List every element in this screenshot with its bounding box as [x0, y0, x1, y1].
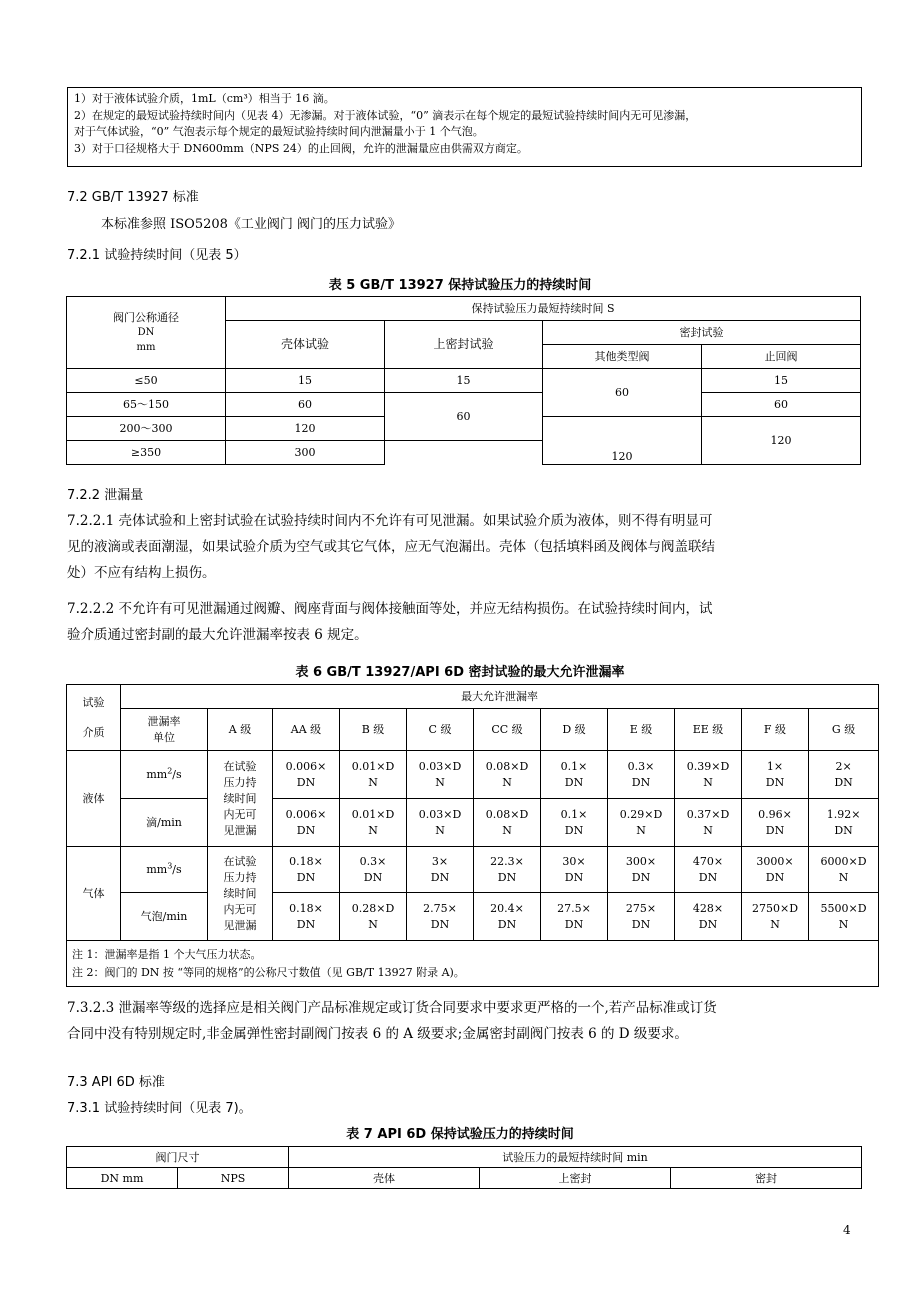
table6-cell [340, 799, 407, 847]
cell-line: N [838, 870, 849, 884]
table5-cell: ≤50 [67, 369, 226, 393]
cell-line: DN [497, 917, 517, 931]
cell-line: 0.01×D [351, 807, 395, 821]
paragraph-7-2-2-2 [67, 596, 862, 648]
table6-cell [340, 847, 407, 893]
table5-cell: 300 [226, 441, 385, 465]
table6-cell [340, 751, 407, 799]
table7-top-header: 上密封 [480, 1168, 671, 1189]
cell-line: DN [564, 823, 584, 837]
cell-line: 0.29×D [619, 807, 663, 821]
table7-caption: 表 7 API 6D 保持试验压力的持续时间 [346, 1127, 574, 1142]
cell-line: 275× [625, 901, 657, 915]
table6-cell [675, 751, 742, 799]
cell-line: DN [296, 775, 316, 789]
paragraph-7-2-2-1 [67, 508, 862, 586]
table5-cell: 15 [226, 369, 385, 393]
cell-line: DN [834, 823, 853, 837]
a-grade-text: 见泄漏 [223, 918, 257, 932]
cell-line: 0.01×D [351, 759, 395, 773]
cell-line: DN [765, 823, 785, 837]
table6-cell [608, 847, 675, 893]
table6-cell [742, 799, 809, 847]
grade-header: C 级 [407, 709, 474, 751]
paragraph-line: 合同中没有特别规定时,非金属弹性密封副阀门按表 6 的 A 级要求;金属密封副阀门按表 6 的 D 级要求。 [67, 1026, 688, 1042]
cell-line: 6000×D [820, 854, 867, 868]
table5 [66, 296, 861, 465]
paragraph-line: 7.2.2.1 壳体试验和上密封试验在试验持续时间内不允许有可见泄漏。如果试验介质为液体，则不得有明显可 [67, 513, 713, 529]
cell-line: 0.18× [289, 901, 323, 915]
table5-cell: 15 [385, 369, 543, 393]
table6-cell [742, 893, 809, 941]
cell-line: 20.4× [490, 901, 524, 915]
a-grade-text: 内无可 [223, 902, 257, 916]
a-grade-text: 见泄漏 [223, 823, 257, 837]
table5-seal-header: 密封试验 [543, 321, 861, 345]
table6-max-header: 最大允许泄漏率 [121, 685, 879, 709]
grade-header: A 级 [208, 709, 273, 751]
cell-line: 0.006× [285, 759, 327, 773]
cell-line: DN [631, 870, 651, 884]
cell-line: N [703, 823, 713, 837]
cell-line: DN [564, 917, 584, 931]
table7-nps-header: NPS [178, 1168, 289, 1189]
cell-line: 0.006× [285, 807, 327, 821]
grade-header: CC 级 [474, 709, 541, 751]
table-note: 注 1：泄漏率是指 1 个大气压力状态。 [72, 947, 262, 961]
cell-line: DN [631, 917, 651, 931]
table7-dn-header: DN mm [67, 1168, 178, 1189]
footnote-line: 2）在规定的最短试验持续时间内（见表 4）无渗漏。对于液体试验，“0” 滴表示在每个规定的最短试验持续时间内无可见渗漏， [74, 108, 697, 122]
grade-header: G 级 [809, 709, 879, 751]
cell-line: 1.92× [826, 807, 861, 821]
cell-line: DN [296, 917, 316, 931]
table5-cell: 60 [543, 369, 702, 417]
cell-line: 0.03×D [418, 807, 462, 821]
table6-cell [273, 799, 340, 847]
paragraph-line: 7.2.2.2 不允许有可见泄漏通过阀瓣、阀座背面与阀体接触面等处，并应无结构损伤。在试验持续时间内，试 [67, 601, 713, 617]
table6-cell [273, 893, 340, 941]
cell-line: 0.96× [758, 807, 792, 821]
table6-cell [474, 847, 541, 893]
paragraph-line: 7.3.2.3 泄漏率等级的选择应是相关阀门产品标准规定或订货合同要求中要求更严格的一个,若产品标准或订货 [67, 1000, 717, 1016]
cell-line: DN [564, 775, 584, 789]
cell-line: 22.3× [490, 854, 524, 868]
header-text: 泄漏率 [147, 714, 181, 728]
cell-line: N [368, 823, 378, 837]
cell-line: 2× [835, 759, 852, 773]
cell-line: DN [296, 870, 316, 884]
header-text: 单位 [153, 730, 175, 744]
cell-line: 0.1× [560, 759, 588, 773]
cell-line: DN [497, 870, 517, 884]
section-text-7-2: 本标准参照 ISO5208《工业阀门 阀门的压力试验》 [101, 217, 402, 232]
table5-cell: 65～150 [67, 393, 226, 417]
cell-line: 30× [562, 854, 586, 868]
table5-dn-header [67, 297, 226, 369]
table5-other-header: 其他类型阀 [543, 345, 702, 369]
table6-unit: 气泡/min [121, 893, 208, 941]
paragraph-line: 处）不应有结构上损伤。 [67, 565, 216, 581]
cell-line: N [435, 823, 445, 837]
grade-header: E 级 [608, 709, 675, 751]
table6-cell [675, 847, 742, 893]
a-grade-text: 续时间 [223, 886, 257, 900]
table6-cell [608, 893, 675, 941]
a-grade-text: 压力持 [223, 775, 257, 789]
table6-medium-header [67, 685, 121, 751]
table6-unit-header [121, 709, 208, 751]
table5-cell: 60 [226, 393, 385, 417]
section-heading-7-2-2: 7.2.2 泄漏量 [67, 488, 144, 503]
cell-line: DN [363, 870, 383, 884]
table6-cell [541, 847, 608, 893]
table5-cell: 120 [226, 417, 385, 441]
cell-line: 0.08×D [485, 759, 529, 773]
table6-liquid-label: 液体 [67, 751, 121, 847]
table5-caption: 表 5 GB/T 13927 保持试验压力的持续时间 [328, 278, 592, 293]
cell-line: N [368, 917, 378, 931]
cell-line: 428× [692, 901, 724, 915]
table6-cell [273, 751, 340, 799]
paragraph-7-3-2-3 [67, 995, 879, 1047]
a-grade-text: 压力持 [223, 870, 257, 884]
a-grade-text: 续时间 [223, 791, 257, 805]
table6-cell [541, 751, 608, 799]
cell-line: 0.3× [359, 854, 387, 868]
cell-line: N [770, 917, 780, 931]
footnote-line: 对于气体试验，“0” 气泡表示每个规定的最短试验持续时间内泄漏量小于 1 个气泡。 [74, 125, 484, 138]
table5-cell: 120 [702, 417, 861, 465]
cell-line: 0.28×D [351, 901, 395, 915]
table5-shell-header: 壳体试验 [226, 321, 385, 369]
cell-line: 1× [766, 759, 784, 773]
table5-top-header: 上密封试验 [385, 321, 543, 369]
cell-line: DN [430, 870, 450, 884]
cell-line: N [636, 823, 646, 837]
table6-cell [675, 893, 742, 941]
section-heading-7-3: 7.3 API 6D 标准 [67, 1075, 165, 1090]
table6-cell [608, 799, 675, 847]
table6-cell [809, 751, 879, 799]
header-text: 阀门公称通径 [113, 311, 179, 324]
footnote-line: 1）对于液体试验介质，1mL（cm³）相当于 16 滴。 [74, 92, 335, 105]
section-heading-7-2: 7.2 GB/T 13927 标准 [67, 190, 199, 205]
table6-cell [340, 893, 407, 941]
table6-gas-label: 气体 [67, 847, 121, 941]
paragraph-line: 见的液滴或表面潮湿，如果试验介质为空气或其它气体，应无气泡漏出。壳体（包括填料函及阀体与阀盖联结 [67, 539, 715, 555]
cell-line: 27.5× [557, 901, 591, 915]
cell-line: 0.03×D [418, 759, 462, 773]
cell-line: DN [834, 775, 853, 789]
table6-cell [407, 799, 474, 847]
cell-line: N [703, 775, 713, 789]
table6 [66, 684, 879, 987]
header-text: DN [137, 327, 155, 338]
grade-header: F 级 [742, 709, 809, 751]
cell-line: DN [698, 870, 718, 884]
cell-line: DN [296, 823, 316, 837]
table6-cell [809, 799, 879, 847]
header-text: 试验 [82, 695, 105, 709]
table6-cell [407, 751, 474, 799]
table7-seal-header: 密封 [671, 1168, 862, 1189]
table6-cell [742, 751, 809, 799]
table6-cell [407, 893, 474, 941]
table6-cell [809, 893, 879, 941]
a-grade-text: 在试验 [223, 854, 257, 868]
table6-unit: 滴/min [121, 799, 208, 847]
table7-shell-header: 壳体 [289, 1168, 480, 1189]
table7-size-header: 阀门尺寸 [67, 1147, 289, 1168]
grade-header: D 级 [541, 709, 608, 751]
paragraph-line: 验介质通过密封副的最大允许泄漏率按表 6 规定。 [67, 627, 368, 643]
table6-unit: $mm^2/s$ [121, 751, 208, 799]
cell-line: 2.75× [423, 901, 457, 915]
section-heading-7-3-1: 7.3.1 试验持续时间（见表 7)。 [67, 1101, 252, 1116]
table5-cell: 60 [385, 393, 543, 441]
table5-cell: 120 [543, 417, 702, 465]
table6-caption: 表 6 GB/T 13927/API 6D 密封试验的最大允许泄漏率 [295, 665, 625, 680]
table6-cell [742, 847, 809, 893]
footnote-line: 3）对于口径规格大于 DN600mm（NPS 24）的止回阀，允许的泄漏量应由供需双方商定。 [74, 141, 528, 155]
cell-line: N [368, 775, 378, 789]
page-number: 4 [843, 1223, 851, 1237]
cell-line: 0.3× [627, 759, 655, 773]
table6-cell [474, 893, 541, 941]
cell-line: 3000× [756, 854, 794, 868]
grade-header: AA 级 [273, 709, 340, 751]
cell-line: DN [698, 917, 718, 931]
a-grade-text: 内无可 [223, 807, 257, 821]
cell-line: 3× [431, 854, 449, 868]
table5-cell: 200～300 [67, 417, 226, 441]
table7 [66, 1146, 862, 1189]
table6-cell [407, 847, 474, 893]
table5-check-header: 止回阀 [702, 345, 861, 369]
cell-line: 2750×D [751, 901, 799, 915]
cell-line: 5500×D [820, 901, 867, 915]
cell-line: 0.08×D [485, 807, 529, 821]
cell-line: DN [765, 870, 785, 884]
cell-line: N [502, 823, 512, 837]
cell-line: 0.1× [560, 807, 588, 821]
cell-line: DN [430, 917, 450, 931]
table6-cell [474, 751, 541, 799]
cell-line: 300× [625, 854, 657, 868]
cell-line: N [435, 775, 445, 789]
footnote-box [67, 87, 862, 167]
table7-time-header: 试验压力的最短持续时间 min [289, 1147, 862, 1168]
table6-cell [541, 893, 608, 941]
table6-cell [809, 847, 879, 893]
cell-line: DN [631, 775, 651, 789]
cell-line: 0.37×D [686, 807, 730, 821]
cell-line: 470× [692, 854, 724, 868]
table6-unit: $mm^3/s$ [121, 847, 208, 893]
table5-cell: ≥350 [67, 441, 226, 465]
table6-cell [273, 847, 340, 893]
table6-a-grade-liquid [208, 751, 273, 847]
table5-cell: 60 [702, 393, 861, 417]
header-text: mm [136, 342, 156, 353]
table6-cell [608, 751, 675, 799]
grade-header: B 级 [340, 709, 407, 751]
table6-notes [67, 941, 879, 987]
a-grade-text: 在试验 [223, 759, 257, 773]
grade-header: EE 级 [675, 709, 742, 751]
table6-cell [474, 799, 541, 847]
table6-a-grade-gas [208, 847, 273, 941]
table5-cell: 15 [702, 369, 861, 393]
table6-cell [675, 799, 742, 847]
cell-line: 0.39×D [686, 759, 730, 773]
table5-time-header: 保持试验压力最短持续时间 S [226, 297, 861, 321]
cell-line: DN [564, 870, 584, 884]
cell-line: 0.18× [289, 854, 323, 868]
header-text: 介质 [82, 725, 105, 739]
cell-line: DN [765, 775, 785, 789]
section-heading-7-2-1: 7.2.1 试验持续时间（见表 5） [67, 248, 247, 263]
cell-line: N [838, 917, 849, 931]
cell-line: N [502, 775, 512, 789]
table-note: 注 2：阀门的 DN 按 “等同的规格”的公称尺寸数值（见 GB/T 13927 附录 A)。 [72, 965, 465, 979]
table6-cell [541, 799, 608, 847]
